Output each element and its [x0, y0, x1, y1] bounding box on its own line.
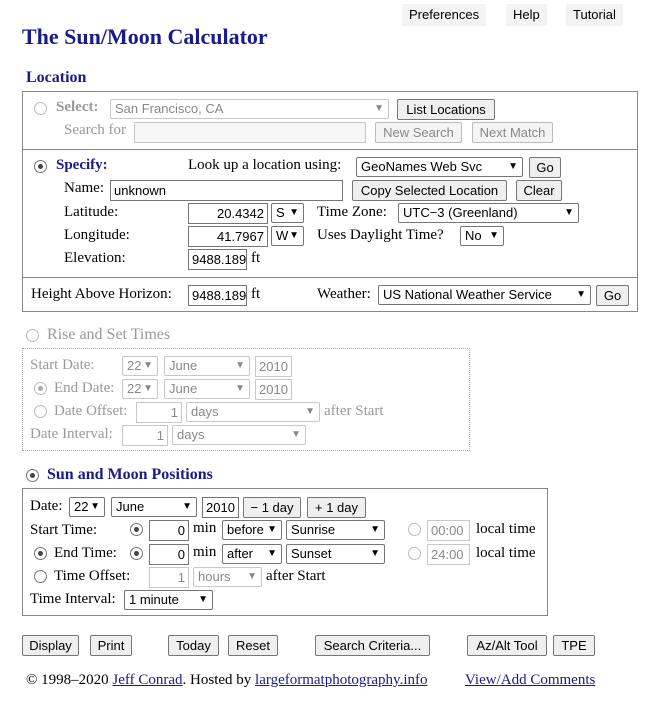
end-local-time-label: local time — [476, 545, 536, 561]
divider — [23, 277, 637, 278]
chevron-down-icon: ▼ — [564, 207, 574, 218]
new-search-button[interactable]: New Search — [375, 122, 462, 143]
start-time-relative-radio[interactable] — [130, 523, 143, 536]
height-input[interactable]: 9488.189 — [188, 285, 247, 306]
date-interval-label: Date Interval: — [30, 426, 113, 442]
chevron-down-icon: ▼ — [291, 429, 301, 440]
weather-value: US National Weather Service — [383, 287, 552, 302]
host-link[interactable]: largeformatphotography.info — [255, 672, 428, 688]
start-local-time-label: local time — [476, 521, 536, 537]
chevron-down-icon: ▼ — [182, 501, 192, 512]
chevron-down-icon: ▼ — [247, 571, 257, 582]
hosted-by-text: . Hosted by — [182, 672, 252, 688]
tutorial-button[interactable]: Tutorial — [566, 4, 623, 26]
date-interval-unit-select[interactable] — [172, 425, 306, 445]
start-month-select[interactable] — [164, 356, 250, 376]
time-offset-radio[interactable] — [34, 570, 47, 583]
end-time-absolute-radio[interactable] — [408, 547, 421, 560]
chevron-down-icon: ▼ — [267, 548, 277, 559]
azalt-tool-button[interactable]: Az/Alt Tool — [467, 635, 547, 656]
end-time-relative-radio[interactable] — [130, 547, 143, 560]
display-button[interactable]: Display — [22, 635, 79, 656]
search-for-input[interactable] — [134, 122, 366, 143]
latitude-direction-value: S — [276, 205, 285, 220]
chevron-down-icon: ▼ — [90, 501, 100, 512]
weather-label: Weather: — [317, 286, 371, 302]
date-interval-unit-value: days — [177, 427, 205, 442]
latitude-input[interactable]: 20.4342 — [188, 203, 268, 224]
end-min-input[interactable]: 0 — [149, 544, 189, 565]
chevron-down-icon: ▼ — [370, 524, 380, 535]
longitude-input[interactable]: 41.7967 — [188, 226, 268, 247]
positions-heading: Sun and Moon Positions — [47, 466, 213, 483]
chevron-down-icon: ▼ — [508, 161, 518, 172]
height-label: Height Above Horizon: — [31, 286, 172, 302]
chevron-down-icon: ▼ — [198, 594, 208, 605]
today-button[interactable]: Today — [168, 635, 219, 656]
search-for-label: Search for — [64, 122, 127, 138]
location-heading: Location — [26, 69, 87, 86]
chevron-down-icon: ▼ — [267, 524, 277, 535]
specify-location-radio[interactable] — [34, 160, 47, 173]
reset-button[interactable]: Reset — [228, 635, 278, 656]
month-value: June — [116, 499, 145, 514]
end-year-input[interactable]: 2010 — [255, 379, 292, 400]
lookup-label: Look up a location using: — [188, 157, 342, 173]
chevron-down-icon: ▼ — [305, 406, 315, 417]
start-time-absolute-radio[interactable] — [408, 523, 421, 536]
end-event-value: Sunset — [291, 546, 332, 561]
weather-go-button[interactable]: Go — [596, 285, 629, 306]
longitude-direction-select[interactable] — [271, 226, 304, 246]
date-label: Date: — [30, 498, 63, 514]
end-date-radio[interactable] — [34, 382, 47, 395]
date-interval-input[interactable]: 1 — [122, 425, 168, 446]
start-event-select[interactable] — [286, 520, 385, 540]
time-offset-unit-select[interactable] — [193, 567, 262, 587]
chevron-down-icon: ▼ — [143, 383, 153, 394]
start-year-input[interactable]: 2010 — [255, 356, 292, 377]
help-button[interactable]: Help — [506, 4, 547, 26]
end-day-value: 22 — [127, 381, 142, 396]
elevation-unit: ft — [251, 250, 261, 266]
longitude-direction-value: W — [276, 228, 289, 243]
page-title: The Sun/Moon Calculator — [22, 24, 268, 49]
chevron-down-icon: ▼ — [289, 230, 299, 241]
start-date-label: Start Date: — [30, 357, 95, 373]
tpe-button[interactable]: TPE — [553, 635, 595, 656]
elevation-label: Elevation: — [64, 250, 126, 266]
next-match-button[interactable]: Next Match — [472, 122, 553, 143]
start-min-input[interactable]: 0 — [149, 520, 189, 541]
date-offset-unit-select[interactable] — [186, 402, 320, 422]
author-link[interactable]: Jeff Conrad — [112, 672, 183, 688]
positions-radio[interactable] — [26, 469, 39, 482]
longitude-label: Longitude: — [64, 227, 130, 243]
start-time-label: Start Time: — [30, 522, 98, 538]
chevron-down-icon: ▼ — [235, 383, 245, 394]
timezone-select[interactable] — [398, 203, 579, 223]
name-label: Name: — [64, 180, 104, 196]
start-min-label: min — [193, 520, 217, 536]
copyright-text: © 1998–2020 — [26, 672, 109, 688]
start-event-value: Sunrise — [291, 522, 336, 537]
end-relation-select[interactable] — [222, 544, 282, 564]
end-time-label: End Time: — [54, 545, 117, 561]
date-offset-input[interactable]: 1 — [136, 402, 182, 423]
end-month-select[interactable] — [164, 379, 250, 399]
start-local-time-input[interactable]: 00:00 — [427, 520, 470, 541]
time-interval-label: Time Interval: — [30, 591, 116, 607]
search-criteria-button[interactable]: Search Criteria... — [315, 635, 430, 656]
print-button[interactable]: Print — [90, 635, 132, 656]
month-select[interactable] — [111, 497, 197, 517]
year-input[interactable]: 2010 — [202, 497, 239, 518]
time-offset-unit-value: hours — [198, 569, 231, 584]
day-value: 22 — [74, 499, 89, 514]
dst-select[interactable] — [460, 226, 504, 246]
location-select[interactable] — [110, 99, 389, 119]
list-locations-button[interactable]: List Locations — [397, 99, 495, 120]
elevation-input[interactable]: 9488.189 — [188, 249, 247, 270]
copy-selected-location-button[interactable]: Copy Selected Location — [352, 180, 507, 201]
start-relation-select[interactable] — [222, 520, 282, 540]
end-month-value: June — [169, 381, 198, 396]
select-location-radio[interactable] — [34, 102, 47, 115]
start-month-value: June — [169, 358, 198, 373]
dst-label: Uses Daylight Time? — [317, 227, 444, 243]
weather-select[interactable] — [378, 285, 591, 305]
time-interval-value: 1 minute — [129, 592, 179, 607]
copyright — [26, 672, 427, 689]
end-day-select[interactable] — [122, 379, 158, 399]
chevron-down-icon: ▼ — [370, 548, 380, 559]
time-offset-input[interactable]: 1 — [149, 567, 189, 588]
preferences-button[interactable]: Preferences — [402, 4, 486, 26]
chevron-down-icon: ▼ — [489, 230, 499, 241]
date-offset-unit-value: days — [191, 404, 219, 419]
chevron-down-icon: ▼ — [576, 289, 586, 300]
select-label: Select: — [56, 99, 99, 115]
end-time-radio[interactable] — [34, 547, 47, 560]
chevron-down-icon: ▼ — [235, 360, 245, 371]
lookup-service-value: GeoNames Web Svc — [361, 159, 483, 174]
latitude-label: Latitude: — [64, 204, 119, 220]
date-offset-radio[interactable] — [34, 405, 47, 418]
rise-set-radio[interactable] — [26, 329, 39, 342]
start-relation-value: before — [227, 522, 264, 537]
time-offset-label: Time Offset: — [54, 568, 131, 584]
chevron-down-icon: ▼ — [374, 103, 384, 114]
end-event-select[interactable] — [286, 544, 385, 564]
divider — [23, 149, 637, 150]
timezone-label: Time Zone: — [317, 204, 387, 220]
minus-day-button[interactable]: − 1 day — [243, 497, 301, 518]
chevron-down-icon: ▼ — [289, 207, 299, 218]
day-select[interactable] — [69, 497, 105, 517]
date-offset-label: Date Offset: — [54, 403, 128, 419]
location-select-value: San Francisco, CA — [115, 101, 224, 116]
name-input[interactable]: unknown — [110, 180, 343, 201]
specify-label: Specify: — [56, 157, 108, 173]
end-relation-value: after — [227, 546, 254, 561]
start-day-select[interactable] — [122, 356, 158, 376]
time-offset-after-start: after Start — [266, 568, 326, 584]
rise-set-heading: Rise and Set Times — [47, 326, 171, 343]
end-date-label: End Date: — [54, 380, 115, 396]
lookup-go-button[interactable]: Go — [529, 157, 561, 178]
view-comments-link[interactable]: View/Add Comments — [465, 672, 596, 688]
time-interval-select[interactable] — [124, 590, 213, 610]
end-min-label: min — [193, 544, 217, 560]
plus-day-button[interactable]: + 1 day — [307, 497, 366, 518]
clear-button[interactable]: Clear — [516, 180, 562, 201]
height-unit: ft — [251, 286, 261, 302]
chevron-down-icon: ▼ — [143, 360, 153, 371]
date-offset-after-start: after Start — [324, 403, 384, 419]
timezone-value: UTC−3 (Greenland) — [403, 205, 518, 220]
latitude-direction-select[interactable] — [271, 203, 304, 223]
start-day-value: 22 — [127, 358, 142, 373]
end-local-time-input[interactable]: 24:00 — [427, 544, 470, 565]
dst-value: No — [465, 228, 482, 243]
lookup-service-select[interactable] — [356, 157, 523, 177]
